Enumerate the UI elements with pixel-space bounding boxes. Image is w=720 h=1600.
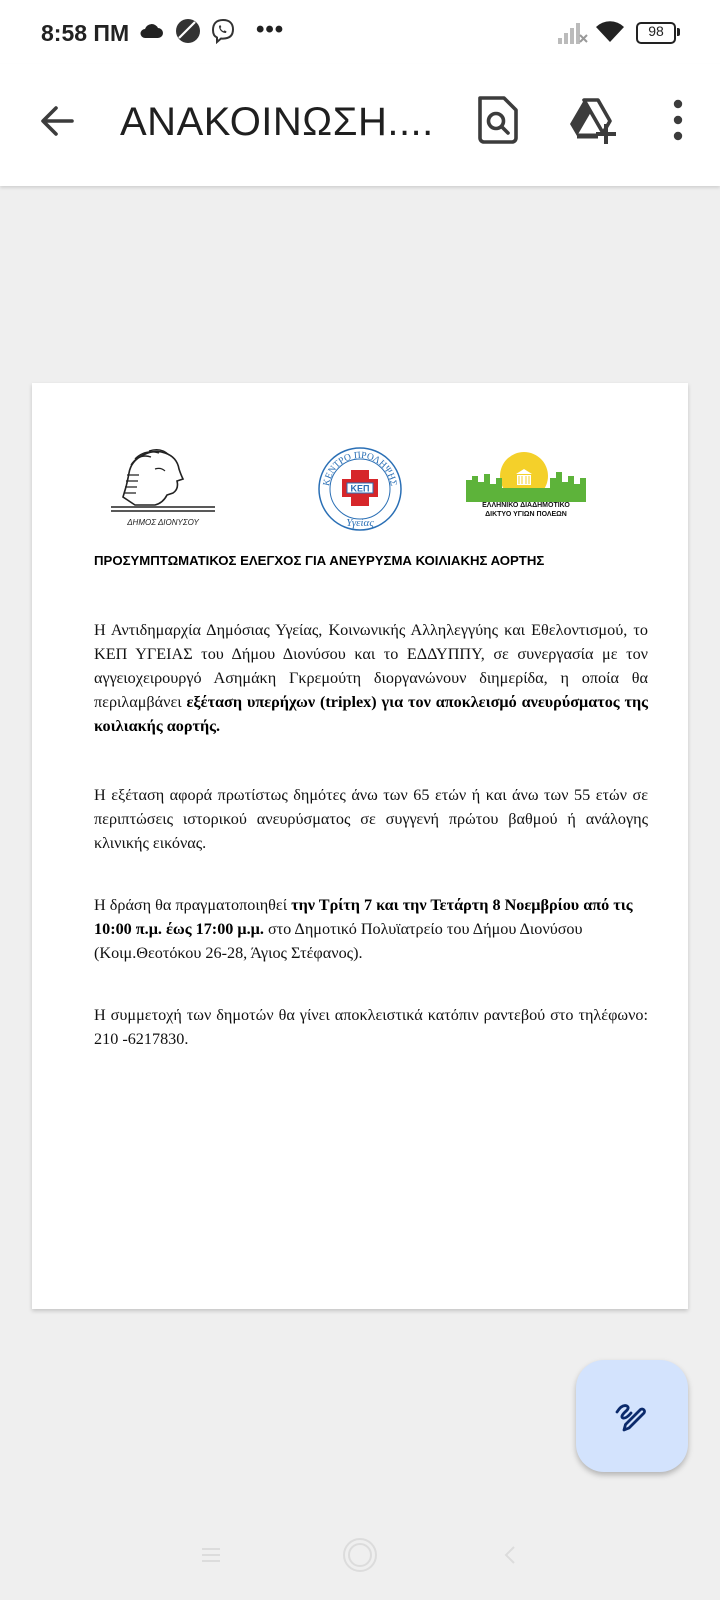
overflow-dots: •••: [256, 16, 285, 43]
kep-sub-text: Υγείας: [346, 517, 374, 529]
dimos-logo-text: ΔΗΜΟΣ ΔΙΟΝΥΣΟΥ: [127, 518, 199, 527]
paragraph-1-bold: εξέταση υπερήχων (triplex) για τον αποκλεισμό ανευρύσματος της κοιλιακής αορτής.: [94, 693, 649, 735]
battery-indicator: [636, 22, 678, 44]
status-bar: [0, 0, 720, 64]
viber-icon: [210, 18, 236, 44]
paragraph-2: Η εξέταση αφορά πρωτίστως δημότες άνω των 65 ετών ή και άνω των 55 ετών σε περιπτώσεις ιστορικού ανευρύσματος σε συγγενή πρώτου βαθμού ή ανάλογης κλινικής εικόνας.: [94, 786, 648, 852]
document-heading: ΠΡΟΣΥΜΠΤΩΜΑΤΙΚΟΣ ΕΛΕΓΧΟΣ ΓΙΑ ΑΝΕΥΡΥΣΜΑ ΚΟΙΛΙΑΚΗΣ ΑΟΡΤΗΣ: [94, 553, 545, 568]
battery-level: 98: [648, 23, 664, 39]
paragraph-3-bold: την Τρίτη 7 και την Τετάρτη 8 Νοεμβρίου από τις 10:00 π.μ. έως 17:00 μ.μ.: [94, 896, 633, 938]
add-to-drive-icon[interactable]: [566, 94, 618, 146]
edit-sign-icon: [614, 1398, 650, 1434]
dimos-dionysou-logo: [105, 445, 221, 531]
cloud-icon: [138, 23, 164, 39]
paragraph-3-text: Η δράση θα πραγματοποιηθεί: [94, 896, 292, 914]
healthy-cities-network-logo: [466, 448, 586, 524]
more-vert-icon[interactable]: [658, 94, 698, 146]
signal-icon: [558, 22, 588, 44]
dnd-moon-icon: [175, 18, 201, 44]
status-time: 8:58 ΠΜ: [41, 20, 130, 46]
app-bar: [0, 64, 720, 186]
nav-home-icon[interactable]: [342, 1537, 378, 1573]
paragraph-4: Η συμμετοχή των δημοτών θα γίνει αποκλειστικά κατόπιν ραντεβού στο τηλέφωνο: 210 -6217830.: [94, 1006, 648, 1048]
nav-back-icon[interactable]: [502, 1545, 518, 1565]
wifi-icon: [595, 20, 625, 44]
edit-signature-fab[interactable]: [576, 1360, 688, 1472]
kep-ring-text: ΚΕΝΤΡΟ ΠΡΟΛΗΨΗΣ: [322, 450, 398, 487]
battery-tip: [677, 28, 680, 36]
city-skyline-icon: [466, 448, 586, 502]
kep-center-text: ΚΕΠ: [350, 483, 370, 494]
paragraph-3-rest: στο Δημοτικό Πολυϊατρείο του Δήμου Διονύσου (Κοιμ.Θεοτόκου 26-28, Άγιος Στέφανος).: [94, 920, 583, 962]
ediki-text-line1: ΕΛΛΗΝΙΚΟ ΔΙΑΔΗΜΟΤΙΚΟ: [482, 502, 570, 509]
paragraph-1: [94, 618, 648, 738]
ediki-text-line2: ΔΙΚΤΥΟ ΥΓΙΩΝ ΠΟΛΕΩΝ: [485, 511, 567, 518]
paragraph-1-text: Η Αντιδημαρχία Δημόσιας Υγείας, Κοινωνικής Αλληλεγγύης και Εθελοντισμού, το ΚΕΠ ΥΓΕΙΑΣ του Δήμου Διονύσου και το ΕΔΔΥΠΠΥ, σε συνεργασία με τον αγγειοχειρουργό Ασημάκη Γκρεμούτη διοργανώνουν διημερίδα, η οποία θα περιλαμβάνει: [94, 621, 648, 711]
find-in-page-icon[interactable]: [474, 94, 522, 146]
nav-recents-icon[interactable]: [200, 1547, 222, 1563]
arrow-back-icon[interactable]: [34, 98, 80, 144]
document-page[interactable]: [32, 383, 688, 1309]
paragraph-3: [94, 893, 648, 965]
kep-ygeias-logo: [317, 446, 403, 532]
document-title: ΑΝΑΚΟΙΝΩΣΗ....: [120, 100, 434, 144]
dionysus-head-icon: [105, 445, 221, 517]
